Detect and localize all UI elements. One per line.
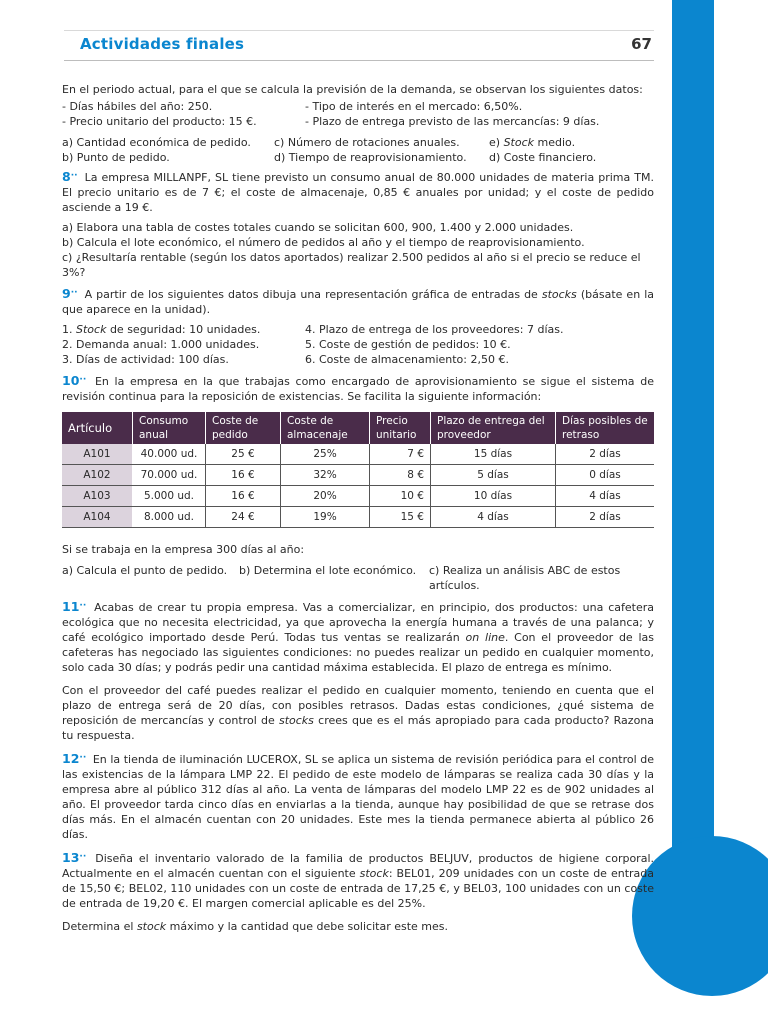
table-row bbox=[62, 486, 654, 507]
table-cell: 16 € bbox=[206, 486, 281, 507]
intro-data-item: - Precio unitario del producto: 15 €. bbox=[62, 115, 257, 128]
question-item: a) Calcula el punto de pedido. bbox=[62, 564, 228, 577]
table-header-cell: Precio unitario bbox=[370, 412, 431, 444]
table-cell: 7 € bbox=[370, 444, 431, 465]
intro-text: En el periodo actual, para el que se calcula la previsión de la demanda, se observan los siguientes datos: bbox=[62, 83, 643, 96]
intro-questions bbox=[62, 135, 654, 165]
table-cell: 40.000 ud. bbox=[133, 444, 206, 465]
intro-data-item: - Días hábiles del año: 250. bbox=[62, 100, 213, 113]
page-content bbox=[62, 82, 654, 942]
question-item: d) Coste financiero. bbox=[489, 151, 597, 164]
question-item: c) Número de rotaciones anuales. bbox=[274, 136, 460, 149]
table-cell: 20% bbox=[281, 486, 370, 507]
exercise-11-p2: Con el proveedor del café puedes realizar el pedido en cualquier momento, teniendo en cuenta que el plazo de entrega será de 20 días, con posibles retrasos. Dadas estas condiciones, ¿qué sistema de reposición de mercancías y control de stocks crees que es el más apropiado para cada producto? Razona tu respuesta. bbox=[62, 684, 655, 742]
exercise-number: 13 bbox=[62, 850, 80, 865]
exercise-9: 9·· A partir de los siguientes datos dibuja una representación gráfica de entradas de stocks (básate en la que aparece en la unidad). bbox=[62, 286, 654, 316]
table-cell: 10 días bbox=[431, 486, 556, 507]
section-title: Actividades finales bbox=[80, 35, 245, 53]
table-cell: 2 días bbox=[556, 507, 655, 528]
data-item: 6. Coste de almacenamiento: 2,50 €. bbox=[305, 353, 509, 366]
data-item: 2. Demanda anual: 1.000 unidades. bbox=[62, 338, 260, 351]
table-cell: A103 bbox=[62, 486, 133, 507]
difficulty-dots: ·· bbox=[70, 171, 78, 181]
table-header-cell: Días posibles de retraso bbox=[556, 412, 655, 444]
table-cell: 15 € bbox=[370, 507, 431, 528]
exercise-number: 10 bbox=[62, 373, 80, 388]
table-cell: 5.000 ud. bbox=[133, 486, 206, 507]
exercise-10-after: Si se trabaja en la empresa 300 días al año: bbox=[62, 543, 305, 556]
table-header-cell: Coste de pedido bbox=[206, 412, 281, 444]
sidebar-accent-bar bbox=[672, 0, 714, 858]
intro-data-item: - Tipo de interés en el mercado: 6,50%. bbox=[305, 100, 523, 113]
exercise-9-data bbox=[62, 322, 654, 367]
question-item: a) Cantidad económica de pedido. bbox=[62, 136, 251, 149]
table-cell: 4 días bbox=[556, 486, 655, 507]
difficulty-dots: ·· bbox=[70, 288, 78, 298]
exercise-12: 12·· En la tienda de iluminación LUCEROX, SL se aplica un sistema de revisión periódica para el control de las existencias de la lámpara LMP 22. El pedido de este modelo de lámparas se realiza cada 30 días y la empresa abre al público 312 días al año. La venta de lámparas del modelo LMP 22 es de 902 unidades al año. El proveedor tarda cinco días en enviarlas a la tienda, aunque hay posibilidad de que se retrase dos días más. En el almacén cuentan con 20 unidades. Este mes la tienda permanece abierta al público 26 días. bbox=[62, 751, 655, 841]
exercise-8-questions bbox=[62, 220, 654, 280]
table-cell: 5 días bbox=[431, 465, 556, 486]
table-cell: 25% bbox=[281, 444, 370, 465]
difficulty-dots: ·· bbox=[79, 375, 87, 385]
table-header-cell: Coste de almacenaje bbox=[281, 412, 370, 444]
table-cell: 2 días bbox=[556, 444, 655, 465]
table-header-cell: Plazo de entrega del proveedor bbox=[431, 412, 556, 444]
question-item: b) Punto de pedido. bbox=[62, 151, 170, 164]
table-header-row bbox=[62, 412, 654, 444]
articles-table bbox=[62, 412, 654, 528]
exercise-13: 13·· Diseña el inventario valorado de la familia de productos BELJUV, productos de higiene corporal. Actualmente en el almacén cuentan con el siguiente stock: BEL01, 209 unidades con un coste de entrada de 15,50 €; BEL02, 110 unidades con un coste de entrada de 17,25 €, y BEL03, 100 unidades con un coste de entrada de 19,20 €. El margen comercial aplicable es del 25%. bbox=[62, 850, 655, 910]
exercise-number: 9 bbox=[62, 286, 71, 301]
difficulty-dots: ·· bbox=[79, 753, 87, 763]
table-cell: 10 € bbox=[370, 486, 431, 507]
table-cell: A104 bbox=[62, 507, 133, 528]
question-item: c) ¿Resultaría rentable (según los datos aportados) realizar 2.500 pedidos al año si el precio se reduce el 3%? bbox=[62, 251, 641, 279]
table-row bbox=[62, 444, 654, 465]
exercise-8: 8·· La empresa MILLANPF, SL tiene previsto un consumo anual de 80.000 unidades de materia prima TM. El precio unitario es de 7 €; el coste de almacenaje, 0,85 € anuales por unidad; y el coste de pedido asciende a 19 €. bbox=[62, 169, 654, 214]
table-row bbox=[62, 507, 654, 528]
table-cell: 25 € bbox=[206, 444, 281, 465]
exercise-13-p2: Determina el stock máximo y la cantidad que debe solicitar este mes. bbox=[62, 920, 448, 933]
table-cell: 24 € bbox=[206, 507, 281, 528]
question-item: c) Realiza un análisis ABC de estos artículos. bbox=[429, 564, 621, 592]
table-cell: 16 € bbox=[206, 465, 281, 486]
table-cell: A101 bbox=[62, 444, 133, 465]
question-item: b) Determina el lote económico. bbox=[239, 564, 417, 577]
table-cell: 8 € bbox=[370, 465, 431, 486]
table-cell: 0 días bbox=[556, 465, 655, 486]
table-cell: 70.000 ud. bbox=[133, 465, 206, 486]
data-item: 3. Días de actividad: 100 días. bbox=[62, 353, 229, 366]
data-item: 4. Plazo de entrega de los proveedores: 7 días. bbox=[305, 323, 564, 336]
exercise-10-questions bbox=[62, 563, 654, 593]
page-number: 67 bbox=[631, 35, 652, 53]
question-item: d) Tiempo de reaprovisionamiento. bbox=[274, 151, 467, 164]
question-item: e) Stock medio. bbox=[489, 136, 576, 149]
exercise-number: 11 bbox=[62, 599, 80, 614]
header-top-rule bbox=[64, 30, 654, 31]
exercise-number: 8 bbox=[62, 169, 71, 184]
table-cell: A102 bbox=[62, 465, 133, 486]
question-item: a) Elabora una tabla de costes totales cuando se solicitan 600, 900, 1.400 y 2.000 unidades. bbox=[62, 221, 574, 234]
table-cell: 4 días bbox=[431, 507, 556, 528]
table-cell: 19% bbox=[281, 507, 370, 528]
data-item: 5. Coste de gestión de pedidos: 10 €. bbox=[305, 338, 511, 351]
table-header-cell: Artículo bbox=[62, 412, 133, 444]
table-header-cell: Consumo anual bbox=[133, 412, 206, 444]
exercise-11: 11·· Acabas de crear tu propia empresa. Vas a comercializar, en principio, dos productos: una cafetera ecológica que no necesita electricidad, ya que aprovecha la energía humana a través de una palanca; y café ecológico importado desde Perú. Todas tus ventas se realizarán on line. Con el proveedor de las cafeteras has negociado las siguientes condiciones: no puedes realizar un pedido en cualquier momento, solo cada 30 días; y podrás pedir una cantidad máxima establecida. El plazo de entrega es mínimo. bbox=[62, 599, 654, 674]
intro-data-item: - Plazo de entrega previsto de las mercancías: 9 días. bbox=[305, 115, 600, 128]
table-cell: 15 días bbox=[431, 444, 556, 465]
question-item: b) Calcula el lote económico, el número de pedidos al año y el tiempo de reaprovisionamiento. bbox=[62, 236, 585, 249]
intro-data bbox=[62, 99, 654, 129]
exercise-10: 10·· En la empresa en la que trabajas como encargado de aprovisionamiento se sigue el sistema de revisión continua para la reposición de existencias. Se facilita la siguiente información: bbox=[62, 373, 654, 403]
difficulty-dots: ·· bbox=[79, 601, 87, 611]
header-rule bbox=[64, 60, 654, 61]
table-row bbox=[62, 465, 654, 486]
data-item: 1. Stock de seguridad: 10 unidades. bbox=[62, 323, 261, 336]
difficulty-dots: ·· bbox=[79, 852, 87, 862]
table-cell: 32% bbox=[281, 465, 370, 486]
table-cell: 8.000 ud. bbox=[133, 507, 206, 528]
exercise-number: 12 bbox=[62, 751, 80, 766]
